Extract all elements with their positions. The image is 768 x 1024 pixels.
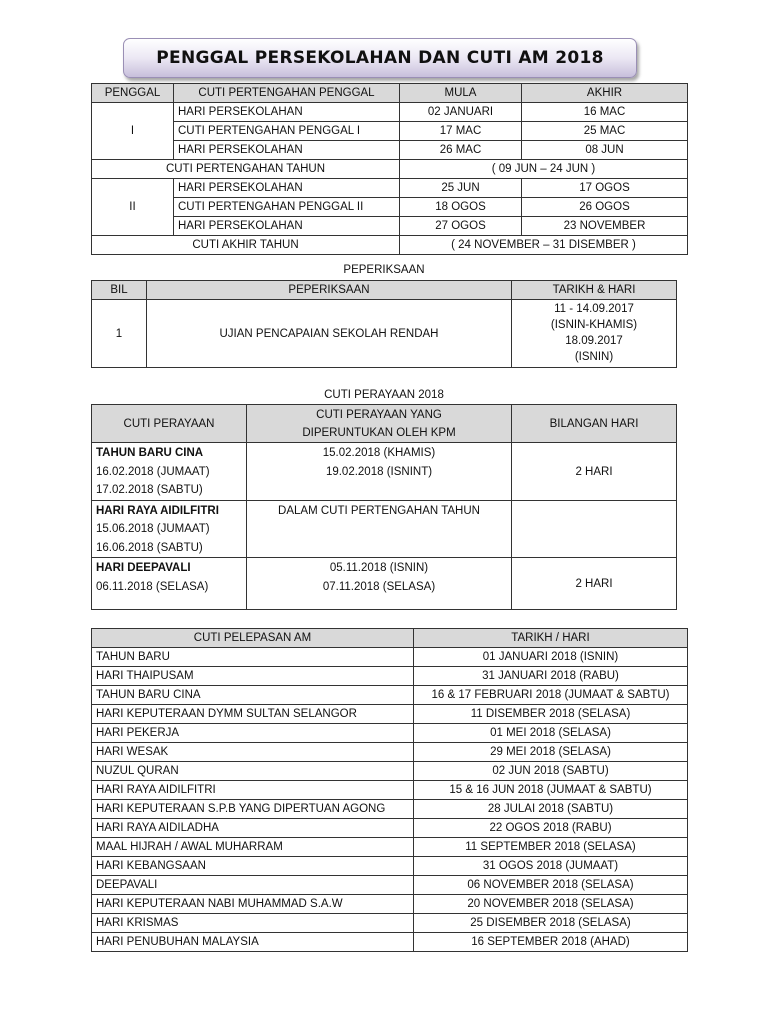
- holiday-name: HARI RAYA AIDILADHA: [92, 819, 414, 838]
- holiday-date: 16 SEPTEMBER 2018 (AHAD): [414, 933, 688, 952]
- holiday-date: 25 DISEMBER 2018 (SELASA): [414, 914, 688, 933]
- holiday-date: 02 JUN 2018 (SABTU): [414, 762, 688, 781]
- holiday-name: HARI KEPUTERAAN NABI MUHAMMAD S.A.W: [92, 895, 414, 914]
- festival-date: 16.02.2018 (JUMAAT): [96, 465, 210, 478]
- col-header-cuti-pelepasan: CUTI PELEPASAN AM: [92, 629, 414, 648]
- table-row: [92, 781, 688, 800]
- table-row: [92, 819, 688, 838]
- table-row: [92, 914, 688, 933]
- festival-cell: [92, 443, 247, 501]
- holiday-name: MAAL HIJRAH / AWAL MUHARRAM: [92, 838, 414, 857]
- table-row: [92, 838, 688, 857]
- col-header-penggal: PENGGAL: [92, 84, 174, 103]
- table-row: [92, 743, 688, 762]
- term-desc: CUTI PERTENGAHAN PENGGAL II: [174, 198, 400, 217]
- term-label: I: [92, 103, 174, 160]
- table-row: [92, 558, 677, 610]
- exam-dates: [512, 300, 677, 368]
- exam-date-line: 18.09.2017: [565, 335, 623, 347]
- festival-date: 16.06.2018 (SABTU): [96, 541, 203, 554]
- holiday-name: HARI KRISMAS: [92, 914, 414, 933]
- holiday-name: TAHUN BARU CINA: [92, 686, 414, 705]
- exams-title: PEPERIKSAAN: [343, 264, 425, 276]
- table-row: [92, 500, 677, 558]
- term-desc: HARI PERSEKOLAHAN: [174, 217, 400, 236]
- festival-date: 17.02.2018 (SABTU): [96, 484, 203, 496]
- kpm-date: 05.11.2018 (ISNIN): [329, 562, 429, 574]
- kpm-date: 15.02.2018 (KHAMIS): [322, 447, 436, 459]
- term-start: 25 JUN: [400, 179, 522, 198]
- table-row: [92, 300, 677, 368]
- col-header-mula: MULA: [400, 84, 522, 103]
- holiday-date: 29 MEI 2018 (SELASA): [414, 743, 688, 762]
- festival-cell: [92, 558, 247, 610]
- table-row: [92, 800, 688, 819]
- term-start: 02 JANUARI: [400, 103, 522, 122]
- term-desc: HARI PERSEKOLAHAN: [174, 179, 400, 198]
- day-count: 2 HARI: [512, 558, 677, 610]
- table-row: [92, 667, 688, 686]
- table-row: [92, 648, 688, 667]
- table-row: [92, 141, 688, 160]
- term-start: 26 MAC: [400, 141, 522, 160]
- holiday-date: 28 JULAI 2018 (SABTU): [414, 800, 688, 819]
- holiday-date: 31 OGOS 2018 (JUMAAT): [414, 857, 688, 876]
- term-end: 17 OGOS: [522, 179, 688, 198]
- exam-date-line: 11 - 14.09.2017: [554, 303, 634, 315]
- exam-name: UJIAN PENCAPAIAN SEKOLAH RENDAH: [147, 300, 512, 368]
- kpm-header-line: CUTI PERAYAAN YANG: [316, 408, 442, 421]
- holiday-date: 01 JANUARI 2018 (ISNIN): [414, 648, 688, 667]
- table-row: [92, 122, 688, 141]
- table-row: [92, 103, 688, 122]
- term-end: 08 JUN: [522, 141, 688, 160]
- holiday-date: 06 NOVEMBER 2018 (SELASA): [414, 876, 688, 895]
- festive-table: [91, 404, 677, 610]
- term-end: 23 NOVEMBER: [522, 217, 688, 236]
- mid-year-label: CUTI PERTENGAHAN TAHUN: [92, 160, 400, 179]
- holiday-date: 11 DISEMBER 2018 (SELASA): [414, 705, 688, 724]
- table-row: [92, 705, 688, 724]
- table-row: [92, 686, 688, 705]
- term-end: 26 OGOS: [522, 198, 688, 217]
- table-row: [92, 895, 688, 914]
- holiday-name: HARI KEPUTERAAN DYMM SULTAN SELANGOR: [92, 705, 414, 724]
- holiday-name: NUZUL QURAN: [92, 762, 414, 781]
- holiday-name: TAHUN BARU: [92, 648, 414, 667]
- table-row: [92, 933, 688, 952]
- holiday-date: 22 OGOS 2018 (RABU): [414, 819, 688, 838]
- table-row: [92, 724, 688, 743]
- page-title: PENGGAL PERSEKOLAHAN DAN CUTI AM 2018: [156, 48, 604, 68]
- holiday-name: HARI PENUBUHAN MALAYSIA: [92, 933, 414, 952]
- kpm-date: 07.11.2018 (SELASA): [322, 580, 436, 593]
- holiday-date: 15 & 16 JUN 2018 (JUMAAT & SABTU): [414, 781, 688, 800]
- term-desc: HARI PERSEKOLAHAN: [174, 103, 400, 122]
- holiday-name: HARI PEKERJA: [92, 724, 414, 743]
- holiday-date: 11 SEPTEMBER 2018 (SELASA): [414, 838, 688, 857]
- holiday-name: HARI KEBANGSAAN: [92, 857, 414, 876]
- mid-year-break-row: [92, 160, 688, 179]
- col-header-cuti-pertengahan: CUTI PERTENGAHAN PENGGAL: [174, 84, 400, 103]
- table-header-row: [92, 629, 688, 648]
- col-header-peperiksaan: PEPERIKSAAN: [147, 281, 512, 300]
- year-end-break-row: [92, 236, 688, 255]
- holiday-name: HARI THAIPUSAM: [92, 667, 414, 686]
- table-row: [92, 857, 688, 876]
- holiday-date: 16 & 17 FEBRUARI 2018 (JUMAAT & SABTU): [414, 686, 688, 705]
- kpm-dates-cell: [247, 500, 512, 558]
- festival-cell: [92, 500, 247, 558]
- holiday-date: 31 JANUARI 2018 (RABU): [414, 667, 688, 686]
- holiday-name: HARI WESAK: [92, 743, 414, 762]
- table-row: [92, 217, 688, 236]
- festival-name: HARI DEEPAVALI: [96, 562, 191, 574]
- term-start: 18 OGOS: [400, 198, 522, 217]
- table-header-row: [92, 84, 688, 103]
- year-end-range: ( 24 NOVEMBER – 31 DISEMBER ): [400, 236, 688, 255]
- holiday-date: 01 MEI 2018 (SELASA): [414, 724, 688, 743]
- kpm-header-line: DIPERUNTUKAN OLEH KPM: [302, 426, 456, 439]
- term-label: II: [92, 179, 174, 236]
- holiday-name: HARI KEPUTERAAN S.P.B YANG DIPERTUAN AGONG: [92, 800, 414, 819]
- col-header-tarikh-hari: TARIKH & HARI: [512, 281, 677, 300]
- term-desc: CUTI PERTENGAHAN PENGGAL I: [174, 122, 400, 141]
- title-banner: [123, 38, 637, 78]
- table-row: [92, 876, 688, 895]
- table-row: [92, 762, 688, 781]
- festival-name: TAHUN BARU CINA: [96, 447, 204, 459]
- col-header-akhir: AKHIR: [522, 84, 688, 103]
- table-header-row: [92, 281, 677, 300]
- exam-number: 1: [92, 300, 147, 368]
- year-end-label: CUTI AKHIR TAHUN: [92, 236, 400, 255]
- term-start: 27 OGOS: [400, 217, 522, 236]
- table-header-row: [92, 405, 677, 443]
- festive-title: CUTI PERAYAAN 2018: [324, 389, 444, 401]
- holiday-date: 20 NOVEMBER 2018 (SELASA): [414, 895, 688, 914]
- kpm-dates-cell: [247, 443, 512, 501]
- festival-date: 15.06.2018 (JUMAAT): [96, 523, 210, 535]
- holiday-name: HARI RAYA AIDILFITRI: [92, 781, 414, 800]
- school-terms-table: [91, 83, 688, 255]
- table-row: [92, 443, 677, 501]
- festival-date: 06.11.2018 (SELASA): [96, 580, 209, 593]
- col-header-tarikh: TARIKH / HARI: [414, 629, 688, 648]
- holiday-rows: [92, 648, 688, 952]
- day-count: [512, 500, 677, 558]
- public-holidays-table: [91, 628, 688, 952]
- kpm-date: 19.02.2018 (ISNINT): [325, 465, 433, 478]
- festival-name: HARI RAYA AIDILFITRI: [96, 504, 219, 517]
- term-start: 17 MAC: [400, 122, 522, 141]
- exams-table: [91, 280, 677, 368]
- col-header-bil: BIL: [92, 281, 147, 300]
- table-row: [92, 198, 688, 217]
- exam-date-line: (ISNIN): [574, 351, 614, 363]
- term-end: 25 MAC: [522, 122, 688, 141]
- col-header-bilangan-hari: BILANGAN HARI: [512, 405, 677, 443]
- col-header-kpm: [247, 405, 512, 443]
- term-desc: HARI PERSEKOLAHAN: [174, 141, 400, 160]
- kpm-dates-cell: [247, 558, 512, 610]
- col-header-cuti-perayaan: CUTI PERAYAAN: [92, 405, 247, 443]
- mid-year-range: ( 09 JUN – 24 JUN ): [400, 160, 688, 179]
- table-row: [92, 179, 688, 198]
- term-end: 16 MAC: [522, 103, 688, 122]
- holiday-name: DEEPAVALI: [92, 876, 414, 895]
- day-count: 2 HARI: [512, 443, 677, 501]
- kpm-date: DALAM CUTI PERTENGAHAN TAHUN: [278, 504, 480, 517]
- exam-date-line: (ISNIN-KHAMIS): [550, 319, 638, 331]
